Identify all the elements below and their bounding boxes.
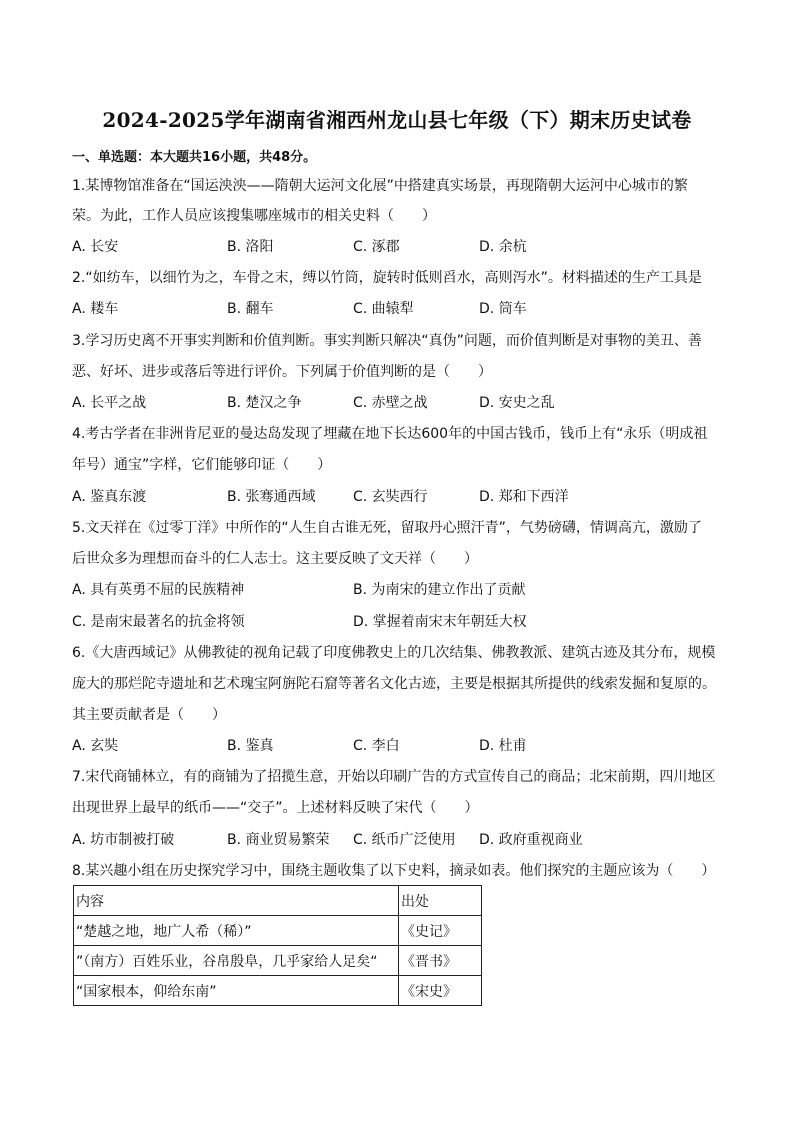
question-6-option-a: A. 玄奘 — [72, 738, 119, 754]
table-row — [74, 976, 482, 1006]
question-1-line-1: 1.某博物馆准备在“国运泱泱——隋朝大运河文化展”中搭建真实场景，再现隋朝大运河中心城市的繁 — [72, 178, 688, 194]
question-8-line-1: 8.某兴趣小组在历史探究学习中，围绕主题收集了以下史料，摘录如表。他们探究的主题应该为（ ） — [72, 863, 716, 879]
table-cell-source: 《史记》 — [399, 916, 482, 946]
question-5-option-c: C. 是南宋最著名的抗金将领 — [72, 614, 245, 630]
question-5-option-d: D. 掌握着南宋末年朝廷大权 — [353, 614, 527, 630]
question-1-option-a: A. 长安 — [72, 239, 119, 255]
source-table — [73, 885, 482, 1006]
table-cell-content: ”（南方）百姓乐业，谷帛殷阜，几乎家给人足矣“ — [74, 946, 399, 976]
question-6-line-3: 其主要贡献者是（ ） — [72, 707, 226, 723]
table-header-row — [74, 886, 482, 916]
question-7-option-a: A. 坊市制被打破 — [72, 832, 175, 848]
question-5-option-a: A. 具有英勇不屈的民族精神 — [72, 582, 245, 598]
table-row — [74, 946, 482, 976]
question-4-option-c: C. 玄奘西行 — [353, 489, 428, 505]
question-5-line-1: 5.文天祥在《过零丁洋》中所作的“人生自古谁无死，留取丹心照汗青”，气势磅礴，情调高亢，激励了 — [72, 520, 702, 536]
question-2-line-1: 2.“如纺车，以细竹为之，车骨之末，缚以竹筒，旋转时低则舀水，高则泻水”。材料描述的生产工具是 — [72, 270, 702, 286]
question-2-option-b: B. 翻车 — [227, 301, 274, 317]
question-5-line-2: 后世众多为理想而奋斗的仁人志士。这主要反映了文天祥（ ） — [72, 551, 478, 567]
exam-title: 2024-2025学年湖南省湘西州龙山县七年级（下）期末历史试卷 — [102, 108, 692, 132]
question-2-option-a: A. 耧车 — [72, 301, 119, 317]
question-2-option-d: D. 筒车 — [479, 301, 527, 317]
question-7-option-b: B. 商业贸易繁荣 — [227, 832, 330, 848]
question-3-option-c: C. 赤壁之战 — [353, 395, 428, 411]
table-cell-content: “楚越之地，地广人希（稀）” — [74, 916, 399, 946]
table-cell-content: “国家根本，仰给东南” — [74, 976, 399, 1006]
question-4-option-b: B. 张骞通西域 — [227, 489, 316, 505]
question-7-option-d: D. 政府重视商业 — [479, 832, 583, 848]
question-6-line-2: 庞大的那烂陀寺遗址和艺术瑰宝阿旃陀石窟等著名文化古迹，主要是根据其所提供的线索发掘和复原的。 — [72, 676, 716, 692]
question-7-line-2: 出现世界上最早的纸币——“交子”。上述材料反映了宋代（ ） — [72, 800, 479, 816]
question-7-line-1: 7.宋代商铺林立，有的商铺为了招揽生意，开始以印刷广告的方式宣传自己的商品；北宋前期，四川地区 — [72, 769, 716, 785]
question-4-option-d: D. 郑和下西洋 — [479, 489, 569, 505]
question-4-line-2: 年号）通宝”字样，它们能够印证（ ） — [72, 457, 332, 473]
section-heading: 一、单选题：本大题共16小题，共48分。 — [72, 150, 317, 165]
question-3-line-1: 3.学习历史离不开事实判断和价值判断。事实判断只解决“真伪”问题，而价值判断是对事物的美丑、善 — [72, 333, 702, 349]
question-1-option-d: D. 余杭 — [479, 239, 527, 255]
question-7-option-c: C. 纸币广泛使用 — [353, 832, 456, 848]
table-row — [74, 916, 482, 946]
question-1-line-2: 荣。为此，工作人员应该搜集哪座城市的相关史料（ ） — [72, 208, 436, 224]
question-1-option-b: B. 洛阳 — [227, 239, 274, 255]
question-2-option-c: C. 曲辕犁 — [353, 301, 414, 317]
table-header-content: 内容 — [74, 886, 399, 916]
question-3-option-b: B. 楚汉之争 — [227, 395, 302, 411]
table-header-source: 出处 — [399, 886, 482, 916]
table-cell-source: 《晋书》 — [399, 946, 482, 976]
question-3-option-d: D. 安史之乱 — [479, 395, 555, 411]
question-6-option-d: D. 杜甫 — [479, 738, 527, 754]
table-cell-source: 《宋史》 — [399, 976, 482, 1006]
question-6-line-1: 6.《大唐西域记》从佛教徒的视角记载了印度佛教史上的几次结集、佛教教派、建筑古迹及其分布，规模 — [72, 645, 716, 661]
question-4-option-a: A. 鉴真东渡 — [72, 489, 147, 505]
question-3-line-2: 恶、好坏、进步或落后等进行评价。下列属于价值判断的是（ ） — [72, 364, 492, 380]
question-5-option-b: B. 为南宋的建立作出了贡献 — [353, 582, 526, 598]
question-3-option-a: A. 长平之战 — [72, 395, 147, 411]
question-6-option-b: B. 鉴真 — [227, 738, 274, 754]
question-6-option-c: C. 李白 — [353, 738, 400, 754]
question-1-option-c: C. 涿郡 — [353, 239, 400, 255]
question-4-line-1: 4.考古学者在非洲肯尼亚的曼达岛发现了埋藏在地下长达600年的中国古钱币，钱币上有“永乐（明成祖 — [72, 426, 708, 442]
